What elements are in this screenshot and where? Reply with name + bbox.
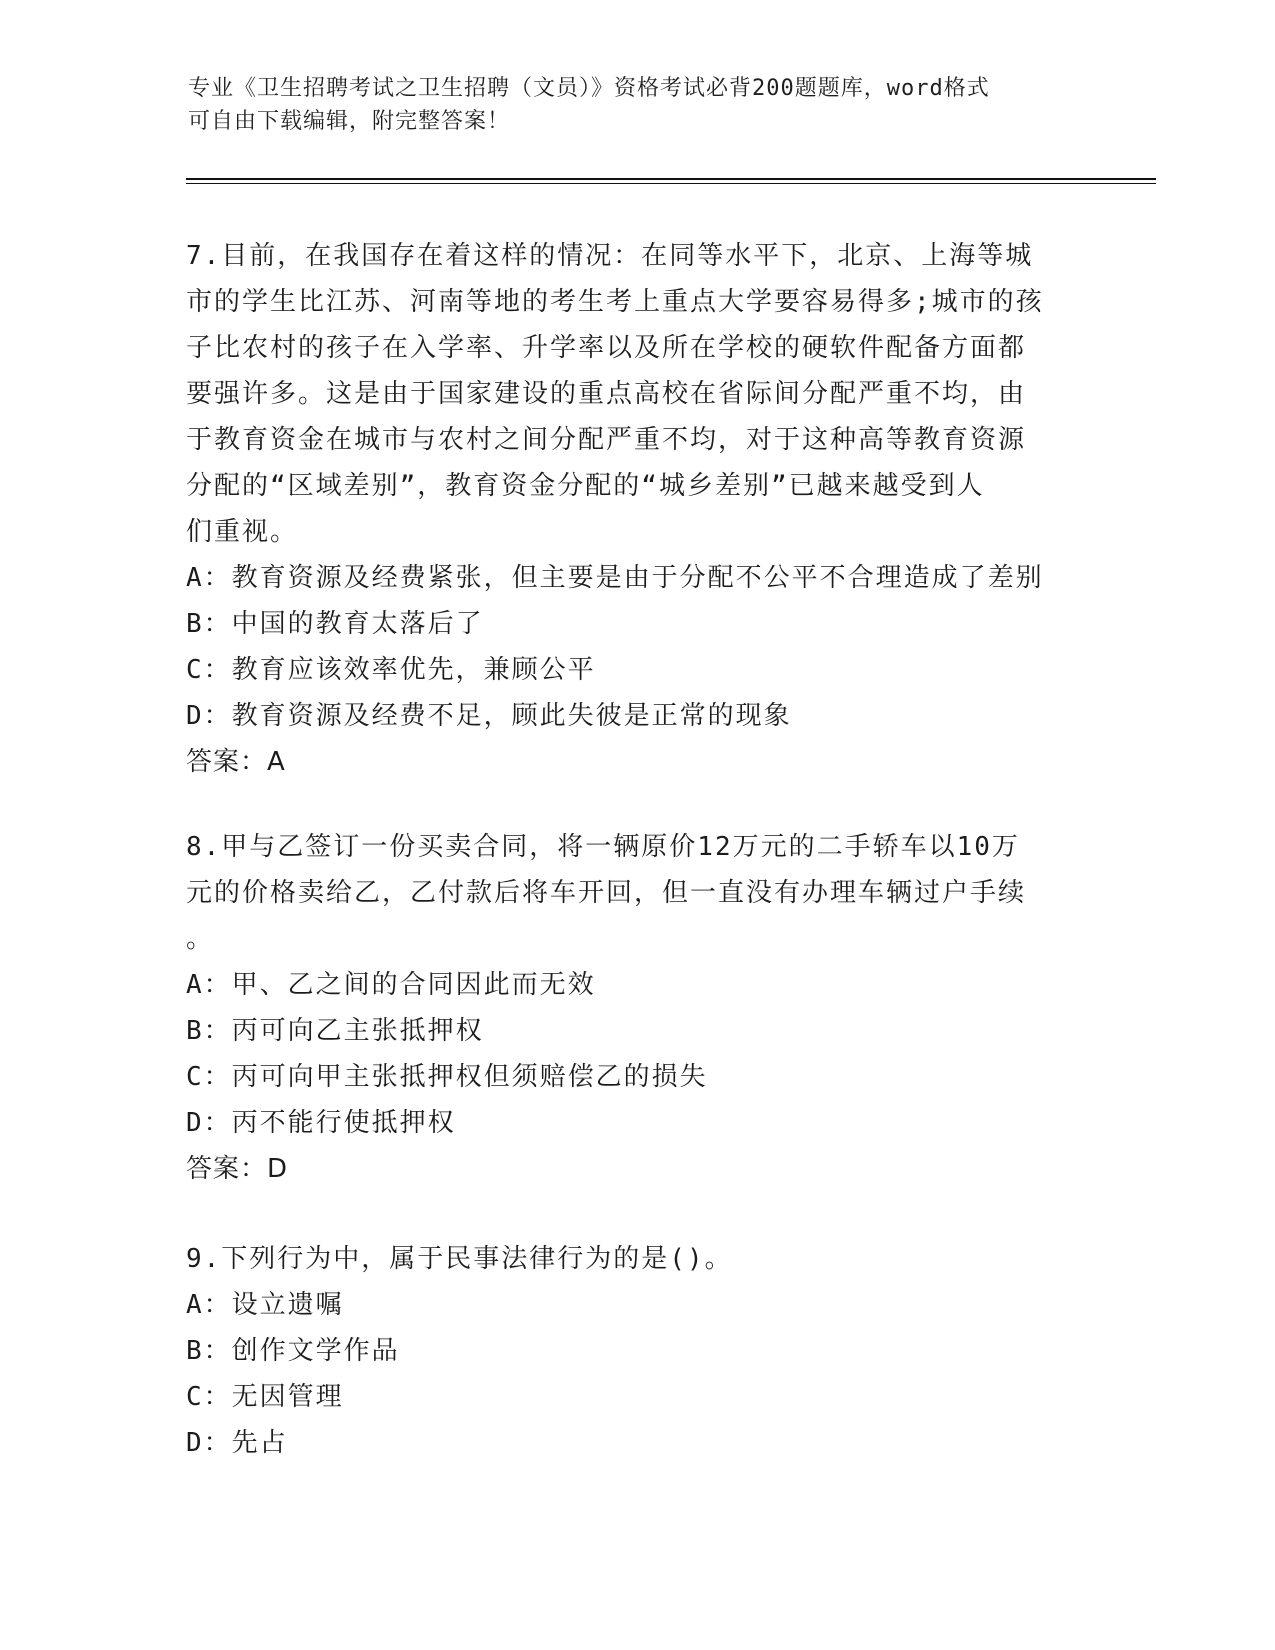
question-stem-line: 们重视。	[186, 517, 299, 547]
question-9	[186, 1236, 1086, 1466]
option-d: D：先占	[186, 1428, 288, 1458]
option-b: B：中国的教育太落后了	[186, 609, 484, 639]
option-c: C：无因管理	[186, 1382, 344, 1412]
option-a: A：设立遗嘱	[186, 1290, 344, 1320]
option-d: D：丙不能行使抵押权	[186, 1108, 456, 1138]
option-d: D：教育资源及经费不足，顾此失彼是正常的现象	[186, 701, 792, 731]
question-stem-line: 。	[186, 924, 215, 954]
answer-label: 答案：D	[186, 1154, 289, 1184]
question-stem-line: 9.下列行为中，属于民事法律行为的是()。	[186, 1244, 733, 1274]
answer-label: 答案：A	[186, 747, 286, 777]
question-stem-line: 元的价格卖给乙，乙付款后将车开回，但一直没有办理车辆过户手续	[186, 878, 1027, 908]
question-stem-line: 子比农村的孩子在入学率、升学率以及所在学校的硬软件配备方面都	[186, 333, 1027, 363]
question-stem-line: 分配的“区域差别”，教育资金分配的“城乡差别”已越来越受到人	[186, 471, 985, 501]
option-a: A：教育资源及经费紧张，但主要是由于分配不公平不合理造成了差别	[186, 563, 1044, 593]
question-7	[186, 233, 1086, 785]
header-divider	[186, 183, 1156, 184]
question-stem-line: 7.目前，在我国存在着这样的情况：在同等水平下，北京、上海等城	[186, 241, 1034, 271]
header-line: 可自由下载编辑，附完整答案！	[188, 109, 511, 134]
question-8	[186, 824, 1086, 1192]
option-b: B：丙可向乙主张抵押权	[186, 1016, 484, 1046]
option-c: C：教育应该效率优先，兼顾公平	[186, 655, 596, 685]
header-divider	[186, 178, 1156, 180]
option-b: B：创作文学作品	[186, 1336, 400, 1366]
question-stem-line: 8.甲与乙签订一份买卖合同，将一辆原价12万元的二手轿车以10万	[186, 832, 1020, 862]
document-header	[188, 72, 1068, 138]
option-a: A：甲、乙之间的合同因此而无效	[186, 970, 596, 1000]
option-c: C：丙可向甲主张抵押权但须赔偿乙的损失	[186, 1062, 708, 1092]
question-stem-line: 要强许多。这是由于国家建设的重点高校在省际间分配严重不均，由	[186, 379, 1027, 409]
question-stem-line: 于教育资金在城市与农村之间分配严重不均，对于这种高等教育资源	[186, 425, 1027, 455]
question-stem-line: 市的学生比江苏、河南等地的考生考上重点大学要容易得多;城市的孩	[186, 287, 1044, 317]
header-line: 专业《卫生招聘考试之卫生招聘（文员）》资格考试必背200题题库，word格式	[188, 76, 990, 101]
